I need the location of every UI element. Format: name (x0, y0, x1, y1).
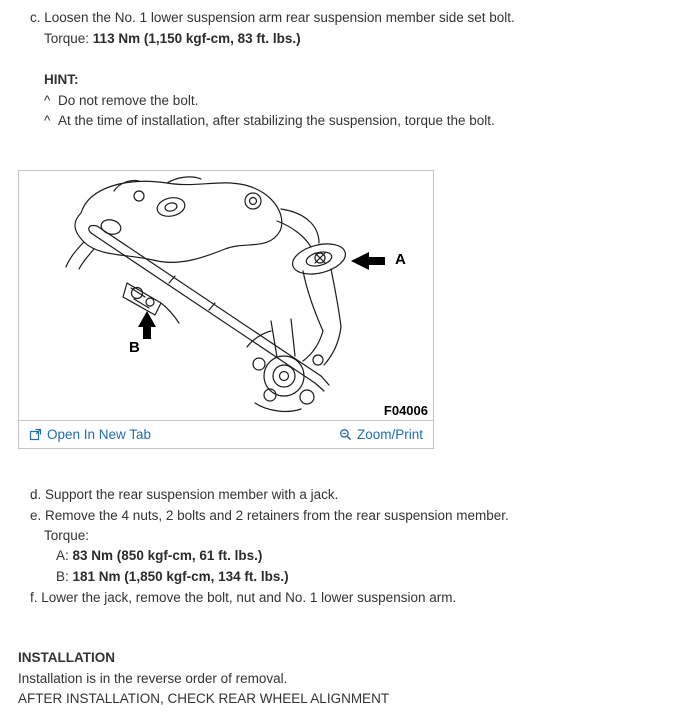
hint-bullet: ^ (44, 113, 51, 128)
torque-a-label: A: (56, 548, 69, 563)
torque-a-value: 83 Nm (850 kgf-cm, 61 ft. lbs.) (72, 548, 263, 563)
step-c-text: c. Loosen the No. 1 lower suspension arm rear suspension member side set bolt. (30, 10, 515, 25)
magnifier-icon (339, 428, 352, 441)
hint-bullet: ^ (44, 93, 51, 108)
torque-label: Torque: (44, 31, 90, 46)
step-c-torque (44, 31, 301, 46)
step-e-text: e. Remove the 4 nuts, 2 bolts and 2 retainers from the rear suspension member. (30, 508, 509, 523)
hint-item (44, 113, 495, 128)
open-in-new-tab-label: Open In New Tab (47, 427, 152, 442)
zoom-print-link[interactable] (339, 427, 423, 442)
open-in-new-tab-link[interactable] (29, 427, 151, 442)
figure-code: F04006 (383, 403, 428, 418)
hint-text: At the time of installation, after stabilizing the suspension, torque the bolt. (58, 113, 495, 128)
figure-callout-b: B (129, 339, 140, 356)
torque-value: 113 Nm (1,150 kgf-cm, 83 ft. lbs.) (92, 31, 301, 46)
zoom-print-label: Zoom/Print (356, 427, 423, 442)
hint-title: HINT: (44, 72, 79, 87)
step-f-text: f. Lower the jack, remove the bolt, nut and No. 1 lower suspension arm. (30, 590, 457, 605)
torque-spec-b (56, 569, 289, 584)
step-e-torque-label: Torque: (44, 528, 90, 543)
torque-b-label: B: (56, 569, 69, 584)
installation-heading: INSTALLATION (18, 650, 115, 665)
torque-b-value: 181 Nm (1,850 kgf-cm, 134 ft. lbs.) (72, 569, 289, 584)
suspension-diagram (19, 171, 433, 421)
hint-text: Do not remove the bolt. (58, 93, 199, 108)
hint-item (44, 93, 198, 108)
figure-callout-a: A (395, 251, 406, 268)
installation-line1: Installation is in the reverse order of removal. (18, 671, 288, 686)
figure-footer (19, 420, 433, 448)
open-in-new-tab-icon (29, 428, 42, 441)
torque-spec-a (56, 548, 262, 563)
installation-line2: AFTER INSTALLATION, CHECK REAR WHEEL ALIGNMENT (18, 691, 390, 706)
step-d-text: d. Support the rear suspension member with a jack. (30, 487, 339, 502)
figure-panel (18, 170, 434, 449)
